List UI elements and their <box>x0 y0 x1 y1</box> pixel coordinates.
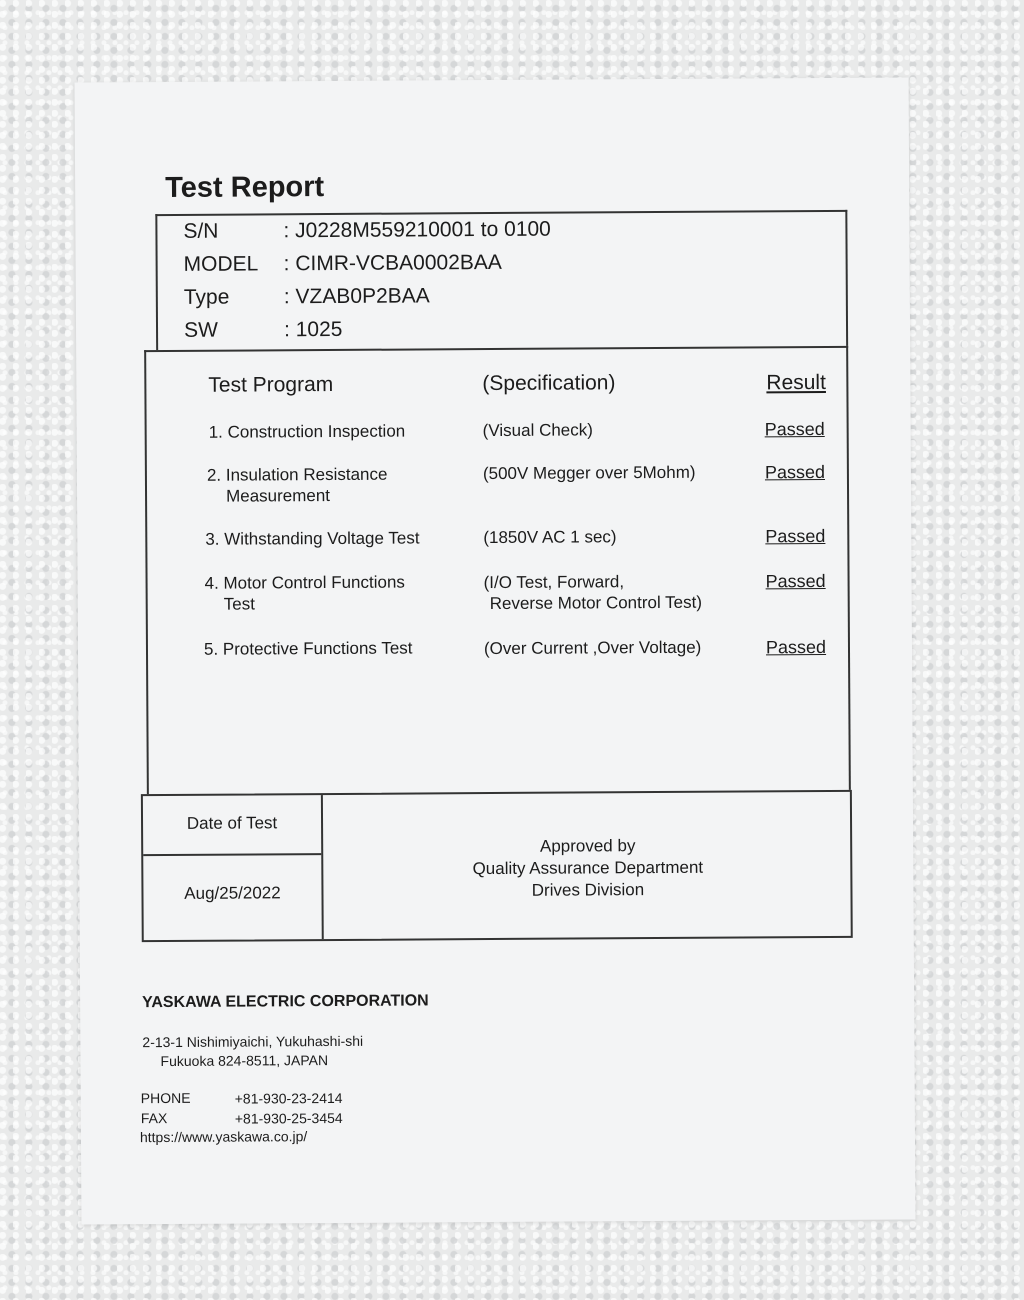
test-report-sheet <box>75 77 916 1224</box>
test-4-result: Passed <box>765 570 826 592</box>
sw-value: : 1025 <box>283 317 343 342</box>
sn-label: S/N <box>183 219 219 243</box>
test-table <box>144 346 851 794</box>
fax-number: +81-930-25-3454 <box>234 1109 343 1127</box>
col-test-program: Test Program <box>208 372 334 397</box>
identification-box <box>155 210 848 350</box>
phone-label: PHONE <box>140 1089 191 1107</box>
test-3-program: 3. Withstanding Voltage Test <box>205 528 420 549</box>
approval-text: Approved by Quality Assurance Department Drives Division <box>472 836 704 900</box>
test-1-spec: (Visual Check) <box>482 420 593 441</box>
type-label: Type <box>183 285 230 309</box>
sn-value: : J0228M559210001 to 0100 <box>283 217 551 243</box>
company-address: 2-13-1 Nishimiyaichi, Yukuhashi-shi Fukuoka 824-8511, JAPAN <box>142 1032 364 1070</box>
date-divider <box>143 853 321 856</box>
test-4-program: 4. Motor Control Functions Test <box>204 572 405 614</box>
fax-label: FAX <box>140 1110 168 1127</box>
approval-box <box>141 790 853 942</box>
test-2-program: 2. Insulation Resistance Measurement <box>206 464 388 506</box>
report-title: Test Report <box>165 171 325 205</box>
test-1-result: Passed <box>764 418 825 440</box>
test-3-spec: (1850V AC 1 sec) <box>483 527 617 548</box>
test-5-result: Passed <box>765 636 827 658</box>
model-value: : CIMR-VCBA0002BAA <box>283 250 502 276</box>
test-5-program: 5. Protective Functions Test <box>203 638 413 659</box>
type-value: : VZAB0P2BAA <box>283 284 430 309</box>
phone-number: +81-930-23-2414 <box>234 1089 343 1107</box>
company-name: YASKAWA ELECTRIC CORPORATION <box>142 992 429 1012</box>
test-2-result: Passed <box>764 461 826 483</box>
col-specification: (Specification) <box>482 371 616 396</box>
sw-label: SW <box>183 318 218 342</box>
test-3-result: Passed <box>765 525 826 547</box>
test-5-spec: (Over Current ,Over Voltage) <box>483 637 702 659</box>
model-label: MODEL <box>183 252 259 276</box>
company-url: https://www.yaskawa.co.jp/ <box>139 1128 308 1146</box>
date-of-test-value: Aug/25/2022 <box>184 883 281 903</box>
col-result: Result <box>766 370 826 395</box>
date-of-test-label: Date of Test <box>186 813 278 833</box>
test-2-spec: (500V Megger over 5Mohm) <box>482 462 696 484</box>
test-1-program: 1. Construction Inspection <box>208 421 406 442</box>
test-4-spec: (I/O Test, Forward, Reverse Motor Control Test) <box>483 572 703 614</box>
